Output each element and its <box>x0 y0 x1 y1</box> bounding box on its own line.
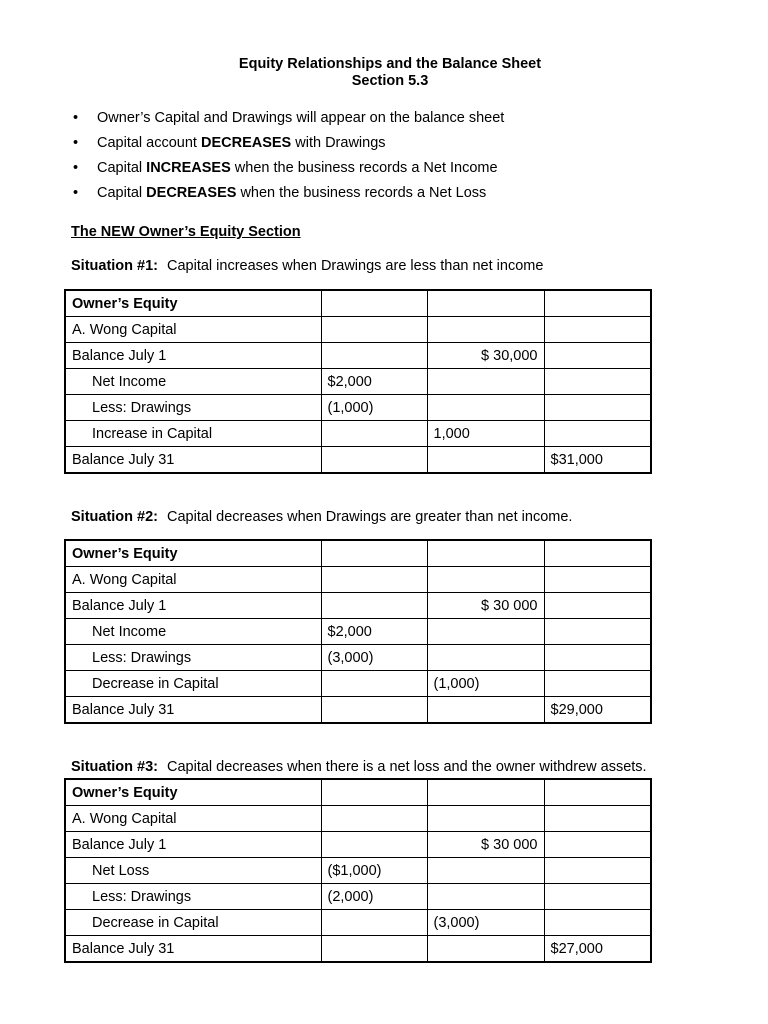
table-row: Decrease in Capital (3,000) <box>65 910 651 936</box>
title-line-1: Equity Relationships and the Balance Sheet <box>238 56 542 72</box>
table-row: Balance July 1 $ 30 000 <box>65 593 651 619</box>
table-row: Less: Drawings (2,000) <box>65 884 651 910</box>
table-row: Net Income $2,000 <box>65 619 651 645</box>
equity-table-2 <box>64 539 652 724</box>
situation-text: Capital decreases when Drawings are greater than net income. <box>167 509 573 525</box>
table-row: A. Wong Capital <box>65 806 651 832</box>
table-row: Increase in Capital 1,000 <box>65 421 651 447</box>
bullet-list <box>72 108 504 208</box>
equity-table-1 <box>64 289 652 474</box>
bullet-item: • Owner’s Capital and Drawings will appear on the balance sheet <box>73 110 505 126</box>
bullet-item: • Capital account DECREASES with Drawings <box>73 135 386 151</box>
situation-text: Capital increases when Drawings are less than net income <box>167 258 544 274</box>
situation-label: Situation #1: <box>71 258 159 274</box>
bullet-icon: • <box>73 185 79 201</box>
situation-3-heading <box>71 759 647 775</box>
table-row: A. Wong Capital <box>65 317 651 343</box>
table-row: Less: Drawings (3,000) <box>65 645 651 671</box>
bullet-icon: • <box>73 160 79 176</box>
table-row: Less: Drawings (1,000) <box>65 395 651 421</box>
table-row: Balance July 31 $29,000 <box>65 697 651 724</box>
table-row: Owner’s Equity <box>65 290 651 317</box>
situation-1-heading <box>71 258 543 274</box>
section-heading: The NEW Owner’s Equity Section <box>71 224 301 240</box>
bullet-icon: • <box>73 110 79 126</box>
equity-table-3 <box>64 778 652 963</box>
situation-2-heading <box>71 509 572 525</box>
bullet-item: • Capital INCREASES when the business records a Net Income <box>73 160 498 176</box>
table-row: Owner’s Equity <box>65 779 651 806</box>
bullet-icon: • <box>73 135 79 151</box>
table-row: Decrease in Capital (1,000) <box>65 671 651 697</box>
title-line-2: Section 5.3 <box>351 73 429 89</box>
table-row: Balance July 31 $27,000 <box>65 936 651 963</box>
document-title <box>0 56 768 90</box>
table-row: Owner’s Equity <box>65 540 651 567</box>
table-row: A. Wong Capital <box>65 567 651 593</box>
table-row: Balance July 31 $31,000 <box>65 447 651 474</box>
situation-text: Capital decreases when there is a net loss and the owner withdrew assets. <box>167 759 647 775</box>
situation-label: Situation #3: <box>71 759 159 775</box>
table-row: Balance July 1 $ 30,000 <box>65 343 651 369</box>
bullet-item: • Capital DECREASES when the business records a Net Loss <box>73 185 487 201</box>
table-row: Balance July 1 $ 30 000 <box>65 832 651 858</box>
table-row: Net Income $2,000 <box>65 369 651 395</box>
situation-label: Situation #2: <box>71 509 159 525</box>
table-row: Net Loss ($1,000) <box>65 858 651 884</box>
